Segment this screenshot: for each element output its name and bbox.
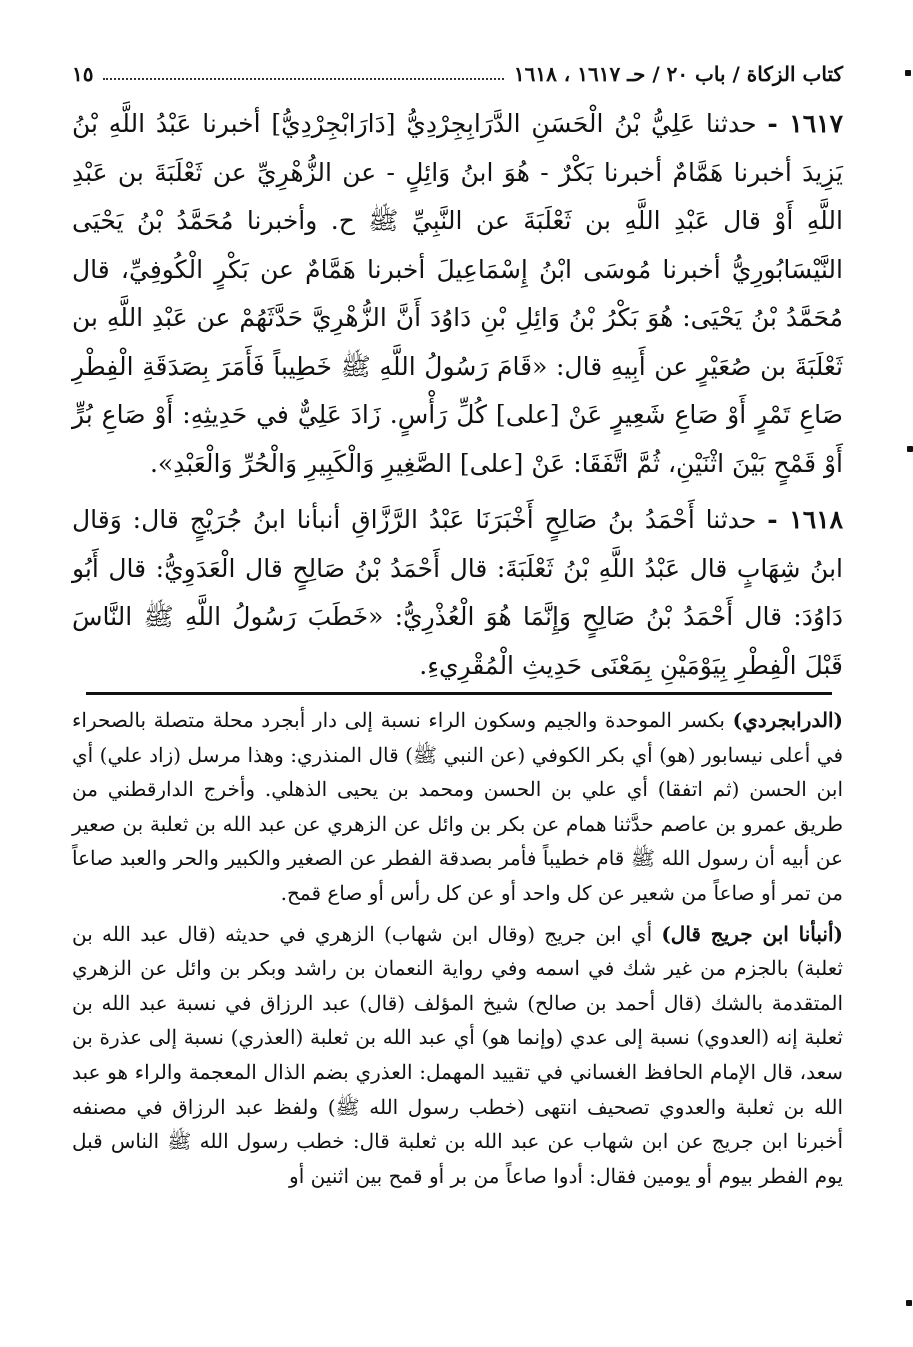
commentary-lead: (الدرابجردي): [732, 708, 844, 732]
scan-edge-mark: [905, 70, 911, 76]
scan-edge-mark: [906, 1300, 912, 1306]
commentary-paragraph: [72, 703, 843, 911]
hadith-text: حدثنا أَحْمَدُ بنُ صَالِحٍ أَخْبَرَنَا عَبْدُ الرَّزَّاقِ أنبأنا ابنُ جُرَيْجٍ قال: وَقال ابنُ شِهَابٍ قال عَبْدُ اللَّهِ بْنُ ثَعْلَبَةَ: قال أَحْمَدُ بْنُ صَالِحٍ قال الْعَدَوِيُّ: قال أَبُو دَاوُدَ: قال أَحْمَدُ بْنُ صَالِحٍ وَإِنَّمَا هُوَ الْعُذْرِيُّ: «خَطَبَ رَسُولُ اللَّهِ ﷺ النَّاسَ قَبْلَ الْفِطْرِ بِيَوْمَيْنِ بِمَعْنَى حَدِيثِ الْمُقْرِيءِ.: [72, 505, 843, 680]
commentary-lead: (أنبأنا ابن جريج قال): [661, 921, 843, 946]
hadith-number: ١٦١٧ -: [767, 109, 843, 138]
hadith-1617: [72, 100, 843, 488]
commentary-text: أي ابن جريج (وقال ابن شهاب) الزهري في حديثه (قال عبد الله بن ثعلبة) بالجزم من غير شك في اسمه وفي رواية النعمان بن راشد وبكر بن وائل عن الزهري المتقدمة بالشك (قال أحمد بن صالح) شيخ المؤلف (قال) عبد الرزاق في نسبة عبد الله بن ثعلبة إنه (العدوي) نسبة إلى عدي (وإنما هو) أي عبد الله بن ثعلبة (العذري) نسبة إلى عذرة بن سعد، قال الإمام الحافظ الغساني في تقييد المهمل: العذري بضم الذال المعجمة والراء هو عبد الله بن ثعلبة والعدوي تصحيف انتهى (خطب رسول الله ﷺ) ولفظ عبد الرزاق في مصنفه أخبرنا ابن جريج عن ابن شهاب عن عبد الله بن ثعلبة قال: خطب رسول الله ﷺ الناس قبل يوم الفطر بيوم أو يومين فقال: أدوا صاعاً من بر أو قمح بين اثنين أو: [72, 921, 843, 1188]
running-head: [72, 52, 843, 86]
leader-dots: [103, 78, 503, 80]
hadith-1618: [72, 496, 843, 690]
footnote-separator: [86, 692, 832, 695]
scan-edge-mark: [907, 446, 913, 452]
commentary-paragraph: [72, 917, 843, 1194]
commentary: [72, 703, 843, 1193]
hadith-number: ١٦١٨ -: [767, 505, 843, 534]
commentary-text: بكسر الموحدة والجيم وسكون الراء نسبة إلى دار أبجرد محلة متصلة بالصحراء في أعلى نيسابور (هو) أي بكر الكوفي (عن النبي ﷺ) قال المنذري: وهذا مرسل (زاد علي) أي ابن الحسن (ثم اتفقا) أي علي بن الحسن ومحمد بن يحيى الذهلي. وأخرج الدارقطني من طريق عمرو بن عاصم حدَّثنا همام عن بكر بن وائل عن الزهري عن عبد الله بن ثعلبة بن صعير عن أبيه أن رسول الله ﷺ قام خطيباً فأمر بصدقة الفطر عن الصغير والكبير والحر والعبد صاعاً من تمر أو صاعاً من شعير عن كل واحد أو عن كل رأس أو صاع قمح.: [72, 708, 843, 905]
main-text: [72, 100, 843, 690]
running-head-title: كتاب الزكاة / باب ٢٠ / حـ ١٦١٧ ، ١٦١٨: [513, 62, 843, 86]
page-number: ١٥: [72, 62, 94, 86]
hadith-text: حدثنا عَلِيُّ بْنُ الْحَسَنِ الدَّرَابِجِرْدِيُّ [دَارَابْجِرْدِيُّ] أخبرنا عَبْدُ اللَّهِ بْنُ يَزِيدَ أخبرنا هَمَّامٌ أخبرنا بَكْرٌ - هُوَ ابنُ وَائِلٍ - عن الزُّهْرِيِّ عن ثَعْلَبَةَ بن عَبْدِ اللَّهِ أَوْ قال عَبْدِ اللَّهِ بن ثَعْلَبَةَ عن النَّبِيِّ ﷺ ح. وأخبرنا مُحَمَّدُ بْنُ يَحْيَى النَّيْسَابُورِيُّ أخبرنا مُوسَى ابْنُ إِسْمَاعِيلَ أخبرنا هَمَّامٌ عن بَكْرٍ الْكُوفِيِّ، قال مُحَمَّدُ بْنُ يَحْيَى: هُوَ بَكْرُ بْنُ وَائِلِ بْنِ دَاوُدَ أَنَّ الزُّهْرِيَّ حَدَّثَهُمْ عن عَبْدِ اللَّهِ بن ثَعْلَبَةَ بن صُعَيْرٍ عن أَبِيهِ قال: «قَامَ رَسُولُ اللَّهِ ﷺ خَطِيباً فَأَمَرَ بِصَدَقَةِ الْفِطْرِ صَاعِ تَمْرٍ أَوْ صَاعِ شَعِيرٍ عَنْ [على] كُلِّ رَأْسٍ. زَادَ عَلِيٌّ في حَدِيثِهِ: أَوْ صَاعِ بُرٍّ أَوْ قَمْحٍ بَيْنَ اثْنَيْنِ، ثُمَّ اتَّفَقَا: عَنْ [على] الصَّغِيرِ وَالْكَبِيرِ وَالْحُرِّ وَالْعَبْدِ».: [72, 109, 843, 478]
